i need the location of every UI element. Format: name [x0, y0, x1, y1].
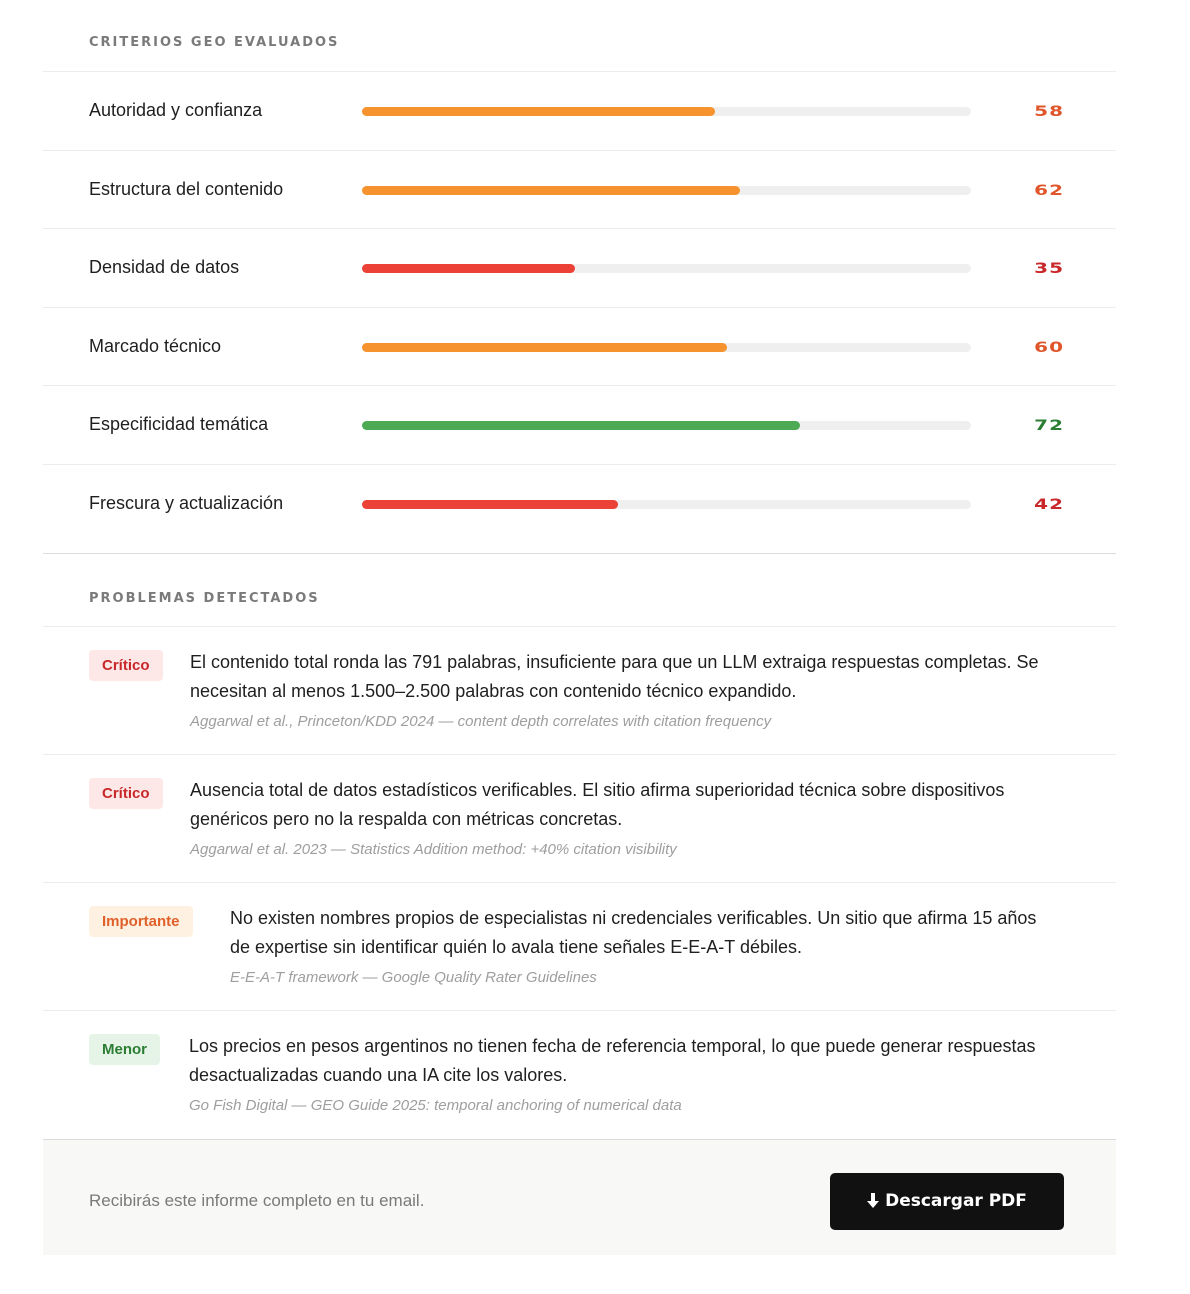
severity-badge: Crítico: [89, 650, 163, 681]
report-footer: [43, 1139, 1116, 1255]
score-bar-track: [362, 107, 971, 116]
problem-body: [230, 904, 1060, 988]
problem-item: [43, 627, 1116, 755]
criteria-label: Densidad de datos: [89, 257, 240, 277]
score-bar-track: [362, 343, 971, 352]
criteria-score: 35: [1034, 259, 1064, 277]
criteria-row: [43, 72, 1116, 151]
problem-text: Los precios en pesos argentinos no tienen fecha de referencia temporal, lo que puede generar respuestas desactualizadas cuando una IA cite los valores.: [189, 1035, 1036, 1085]
criteria-label: Frescura y actualización: [89, 492, 284, 513]
score-bar-fill: [362, 186, 740, 195]
criteria-label: Autoridad y confianza: [89, 100, 263, 120]
score-bar-track: [362, 421, 971, 430]
problem-citation: Aggarwal et al., Princeton/KDD 2024 — content depth correlates with citation frequency: [190, 712, 772, 730]
severity-badge: Crítico: [89, 778, 163, 809]
score-bar-track: [362, 186, 971, 195]
problem-citation: E-E-A-T framework — Google Quality Rater Guidelines: [230, 968, 597, 986]
download-arrow-icon: [867, 1193, 879, 1209]
problem-citation: Aggarwal et al. 2023 — Statistics Addition method: +40% citation visibility: [190, 840, 677, 858]
criteria-label: Especificidad temática: [89, 414, 269, 434]
criteria-list: [43, 72, 1116, 554]
score-bar-fill: [362, 421, 800, 430]
footer-note: Recibirás este informe completo en tu email.: [89, 1190, 425, 1210]
score-bar-fill: [362, 500, 618, 509]
criteria-score: 42: [1034, 495, 1064, 512]
criteria-row: [43, 465, 1116, 554]
criteria-score: 72: [1034, 416, 1064, 434]
problems-section-title: PROBLEMAS DETECTADOS: [43, 554, 1116, 627]
problem-body: [190, 776, 1050, 860]
criteria-row: [43, 308, 1116, 387]
problems-list: [43, 627, 1116, 1139]
criteria-label: Marcado técnico: [89, 335, 222, 356]
download-pdf-label: Descargar PDF: [885, 1191, 1027, 1211]
score-bar-fill: [362, 343, 727, 352]
criteria-section-title: CRITERIOS GEO EVALUADOS: [43, 0, 1116, 72]
problem-body: [190, 648, 1050, 732]
criteria-row: [43, 151, 1116, 230]
severity-badge: Menor: [89, 1034, 160, 1065]
score-bar-fill: [362, 264, 575, 273]
geo-report-card: [43, 0, 1116, 1255]
score-bar-track: [362, 500, 971, 509]
download-pdf-button[interactable]: [830, 1173, 1064, 1230]
problem-text: Ausencia total de datos estadísticos verificables. El sitio afirma superioridad técnica sobre dispositivos genéricos pero no la respalda con métricas concretas.: [190, 779, 1005, 829]
criteria-score: 62: [1034, 181, 1064, 198]
score-bar-track: [362, 264, 971, 273]
severity-badge: Importante: [89, 906, 193, 937]
criteria-row: [43, 229, 1116, 308]
problem-item: [43, 883, 1116, 1011]
criteria-score: 60: [1034, 338, 1064, 355]
problem-body: [189, 1032, 1049, 1116]
score-bar-fill: [362, 107, 715, 116]
criteria-row: [43, 386, 1116, 465]
problem-text: El contenido total ronda las 791 palabras, insuficiente para que un LLM extraiga respuestas completas. Se necesitan al menos 1.500–2.500 palabras con contenido técnico expandido.: [190, 651, 1039, 701]
problem-citation: Go Fish Digital — GEO Guide 2025: temporal anchoring of numerical data: [189, 1096, 682, 1114]
criteria-label: Estructura del contenido: [89, 178, 284, 199]
problem-item: [43, 755, 1116, 883]
criteria-score: 58: [1034, 102, 1064, 120]
problem-item: [43, 1011, 1116, 1139]
problem-text: No existen nombres propios de especialistas ni credenciales verificables. Un sitio que afirma 15 años de expertise sin identificar quién lo avala tiene señales E-E-A-T débiles.: [230, 907, 1037, 957]
